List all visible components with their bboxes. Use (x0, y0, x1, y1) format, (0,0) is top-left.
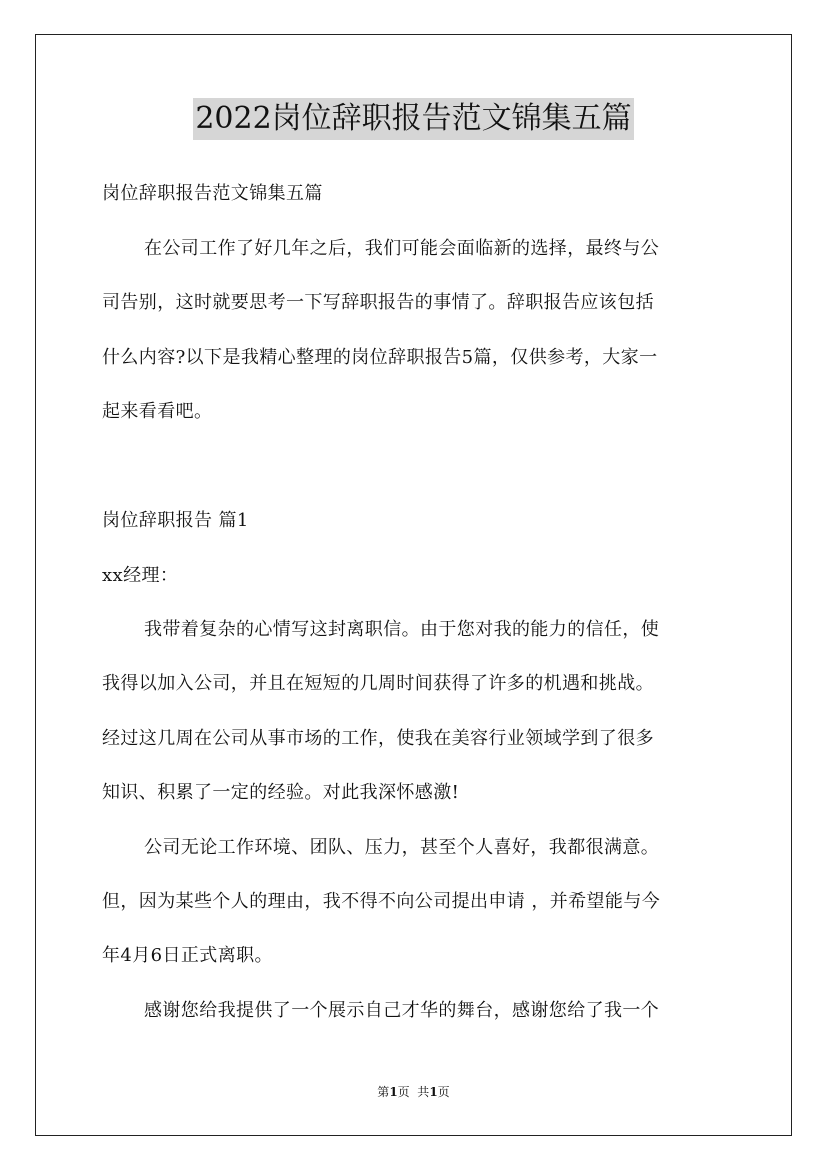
paragraph-line: 我带着复杂的心情写这封离职信。由于您对我的能力的信任，使 (144, 619, 660, 640)
footer-prefix: 第 (377, 1085, 390, 1099)
paragraph-line: 在公司工作了好几年之后，我们可能会面临新的选择，最终与公 (144, 238, 660, 259)
paragraph-line: 公司无论工作环境、团队、压力，甚至个人喜好，我都很满意。 (144, 837, 660, 858)
section-heading: 岗位辞职报告 篇1 (102, 510, 249, 531)
footer-total-pages: 1 (429, 1085, 438, 1099)
paragraph-line: 知识、积累了一定的经验。对此我深怀感激! (102, 782, 460, 803)
footer-page-number: 1 (389, 1085, 398, 1099)
section-heading: 岗位辞职报告范文锦集五篇 (102, 183, 323, 204)
salutation: xx经理： (102, 565, 179, 586)
title-container (0, 98, 827, 140)
footer-mid: 页 共 (397, 1085, 430, 1099)
paragraph-line: 感谢您给我提供了一个展示自己才华的舞台，感谢您给了我一个 (144, 1000, 660, 1021)
paragraph-line: 起来看看吧。 (102, 401, 213, 422)
footer-suffix: 页 (437, 1085, 450, 1099)
paragraph-line: 经过这几周在公司从事市场的工作，使我在美容行业领域学到了很多 (102, 728, 654, 749)
paragraph-line: 但，因为某些个人的理由，我不得不向公司提出申请 ，并希望能与今 (102, 891, 661, 912)
paragraph-line: 我得以加入公司，并且在短短的几周时间获得了许多的机遇和挑战。 (102, 673, 654, 694)
paragraph-line: 年4月6日正式离职。 (102, 945, 273, 966)
paragraph-line: 什么内容?以下是我精心整理的岗位辞职报告5篇，仅供参考，大家一 (102, 347, 658, 368)
page-footer (0, 1083, 827, 1101)
paragraph-line: 司告别，这时就要思考一下写辞职报告的事情了。辞职报告应该包括 (102, 292, 654, 313)
document-title: 2022岗位辞职报告范文锦集五篇 (193, 98, 633, 140)
